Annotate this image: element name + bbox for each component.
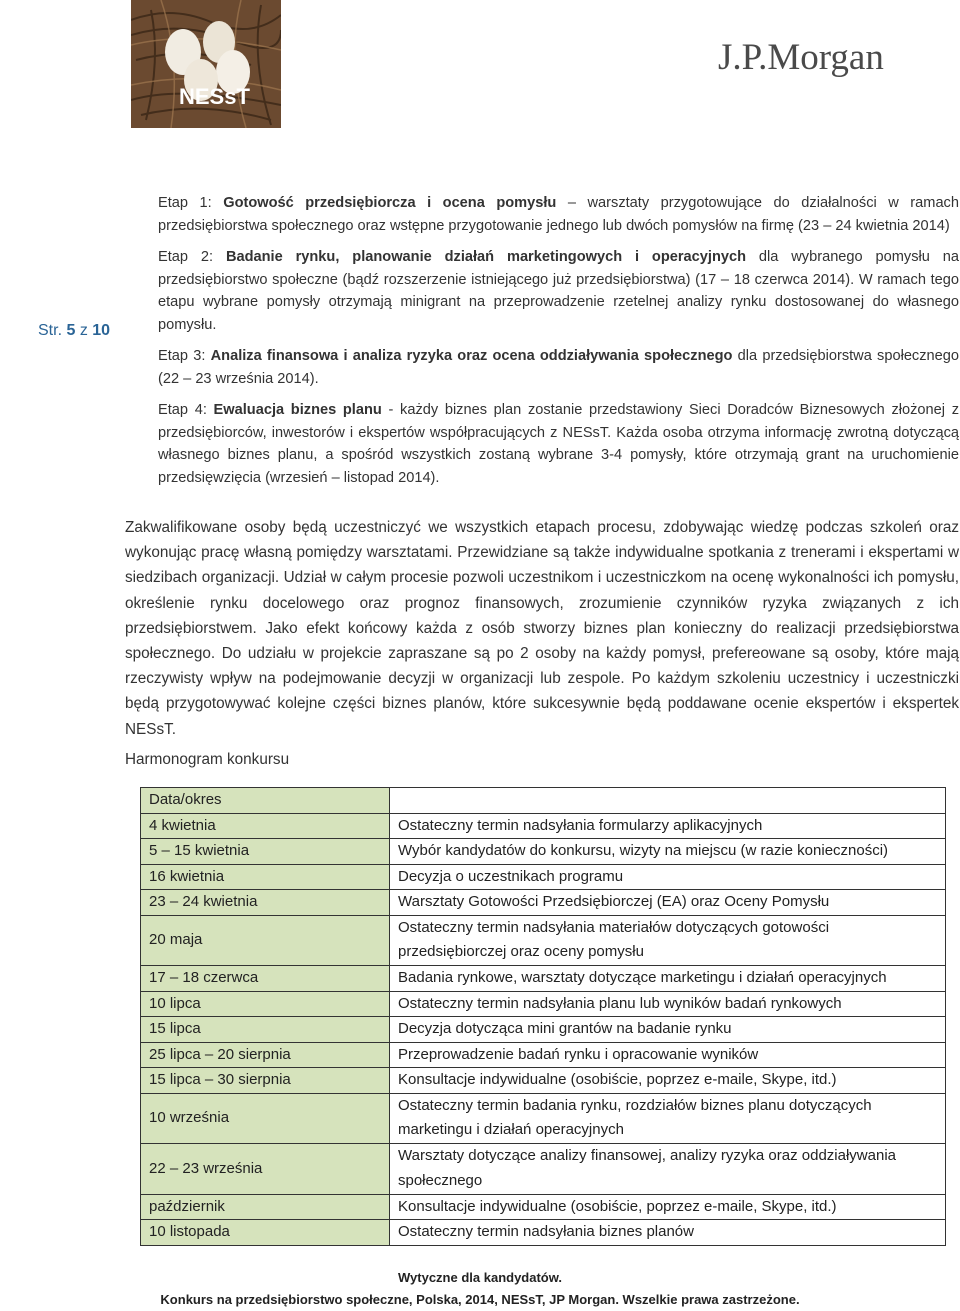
stage-title: Analiza finansowa i analiza ryzyka oraz ocena oddziaływania społecznego	[210, 348, 733, 364]
schedule-event-cell: Decyzja o uczestnikach programu	[390, 864, 946, 890]
schedule-date-cell: 10 listopada	[141, 1220, 390, 1246]
schedule-date-cell: 5 – 15 kwietnia	[141, 839, 390, 865]
stage-prefix: Etap 3:	[158, 348, 211, 364]
logo-text: NESsT	[179, 84, 250, 109]
page-separator: z	[79, 322, 88, 339]
schedule-event-cell: Ostateczny termin nadsyłania materiałów dotyczących gotowości przedsiębiorczej oraz oceny pomysłu	[390, 915, 946, 966]
schedule-event-cell: Badania rynkowe, warsztaty dotyczące marketingu i działań operacyjnych	[390, 966, 946, 992]
schedule-date-cell: 17 – 18 czerwca	[141, 966, 390, 992]
schedule-event-cell: Konsultacje indywidualne (osobiście, poprzez e-maile, Skype, itd.)	[390, 1068, 946, 1094]
stage-title: Badanie rynku, planowanie działań marketingowych i operacyjnych	[225, 249, 747, 265]
schedule-date-cell: 25 lipca – 20 sierpnia	[141, 1042, 390, 1068]
header-date-cell: Data/okres	[141, 788, 390, 814]
schedule-date-cell: 4 kwietnia	[141, 813, 390, 839]
stage-description: dla przedsiębiorstwa społecznego (22 – 23 września 2014).	[158, 348, 959, 387]
schedule-date-cell: 16 kwietnia	[141, 864, 390, 890]
page-total: 10	[92, 322, 111, 339]
table-row	[141, 1220, 946, 1246]
stage-prefix: Etap 1:	[158, 195, 224, 211]
body-paragraph: Zakwalifikowane osoby będą uczestniczyć we wszystkich etapach procesu, zdobywając wiedzę podczas szkoleń oraz wykonując pracę własną pomiędzy warsztatami. Przewidziane są także indywidualne spotkania z trenerami i ekspertami w siedzibach organizacji. Udział w całym procesie pozwoli uczestnikom i uczestniczkom na ocenę wykonalności ich pomysłu, określenie rynku docelowego oraz prognoz finansowych, zrozumienie czynników ryzyka związanych z ich przedsiębiorstwem. Jako efekt końcowy każda z osób stworzy biznes plan konieczny do realizacji przedsiębiorstwa społecznego. Do udziału w projekcie zapraszane są po 2 osoby na każdy pomysł, prefereowane są osoby, które mają rzeczywisty wpływ na podejmowanie decyzji w organizacji lub zespole. Po każdym szkoleniu uczestnicy i uczestniczki będą przygotowywać kolejne części biznes planów, które sukcesywnie będą poddawane ocenie ekspertów i ekspertek NESsT.	[125, 519, 959, 738]
table-row	[141, 1042, 946, 1068]
stage-2	[158, 246, 959, 336]
schedule-date-cell: 20 maja	[141, 915, 390, 966]
table-row	[141, 1093, 946, 1144]
schedule-date-cell: 22 – 23 września	[141, 1144, 390, 1195]
schedule-event-cell: Ostateczny termin nadsyłania biznes planów	[390, 1220, 946, 1246]
schedule-event-cell: Decyzja dotycząca mini grantów na badanie rynku	[390, 1017, 946, 1043]
jpmorgan-logo: J.P.Morgan	[718, 37, 884, 78]
schedule-date-cell: 15 lipca	[141, 1017, 390, 1043]
schedule-event-cell: Ostateczny termin nadsyłania formularzy aplikacyjnych	[390, 813, 946, 839]
table-row	[141, 1144, 946, 1195]
stage-description: dla wybranego pomysłu na przedsiębiorstwo społeczne (bądź rozszerzenie istniejącego już przedsiębiorstwa) (17 – 18 czerwca 2014). W ramach tego etapu wybrane pomysły otrzymają minigrant na przeprowadzenie rzetelnej analizy rynku dostosowanej do własnego pomysłu.	[158, 249, 959, 333]
schedule-date-cell: 10 lipca	[141, 991, 390, 1017]
schedule-date-cell: 23 – 24 kwietnia	[141, 890, 390, 916]
schedule-event-cell: Konsultacje indywidualne (osobiście, poprzez e-maile, Skype, itd.)	[390, 1194, 946, 1220]
stage-description: - każdy biznes plan zostanie przedstawiony Sieci Doradców Biznesowych złożonej z przedsiębiorców, inwestorów i ekspertów współpracujących z NESsT. Każda osoba otrzyma informację zwrotną dotyczącą własnego biznes planu, a spośród wszystkich zostaną wybrane 3-4 pomysły, które otrzymają grant na uruchomienie przedsięwzięcia (wrzesień – listopad 2014).	[158, 402, 959, 486]
page-number	[38, 322, 110, 340]
stage-prefix: Etap 2:	[158, 249, 226, 265]
schedule-event-cell: Warsztaty dotyczące analizy finansowej, analizy ryzyka oraz oddziaływania społecznego	[390, 1144, 946, 1195]
stage-description: – warsztaty przygotowujące do działalności w ramach przedsiębiorstwa społecznego oraz wstępne przygotowanie jednego lub dwóch pomysłów na firmę (23 – 24 kwietnia 2014)	[158, 195, 959, 234]
table-row	[141, 991, 946, 1017]
schedule-date-cell: 15 lipca – 30 sierpnia	[141, 1068, 390, 1094]
table-header-row	[141, 788, 946, 814]
schedule-title: Harmonogram konkursu	[125, 751, 290, 768]
table-row	[141, 1068, 946, 1094]
footer-title: Wytyczne dla kandydatów.	[398, 1270, 562, 1285]
stage-4	[158, 399, 959, 489]
table-row	[141, 864, 946, 890]
schedule-table	[140, 787, 946, 1246]
schedule-event-cell: Przeprowadzenie badań rynku i opracowanie wyników	[390, 1042, 946, 1068]
footer-copyright: Konkurs na przedsiębiorstwo społeczne, Polska, 2014, NESsT, JP Morgan. Wszelkie prawa zastrzeżone.	[160, 1292, 800, 1307]
page-current: 5	[66, 322, 76, 339]
nesst-logo	[131, 0, 281, 128]
table-row	[141, 890, 946, 916]
schedule-event-cell: Ostateczny termin badania rynku, rozdziałów biznes planu dotyczących marketingu i działań operacyjnych	[390, 1093, 946, 1144]
schedule-event-cell: Ostateczny termin nadsyłania planu lub wyników badań rynkowych	[390, 991, 946, 1017]
table-row	[141, 1194, 946, 1220]
table-row	[141, 966, 946, 992]
schedule-event-cell: Wybór kandydatów do konkursu, wizyty na miejscu (w razie konieczności)	[390, 839, 946, 865]
schedule-date-cell: 10 września	[141, 1093, 390, 1144]
schedule-date-cell: październik	[141, 1194, 390, 1220]
stage-3	[158, 345, 959, 390]
table-row	[141, 1017, 946, 1043]
header-event-cell	[390, 788, 946, 814]
stage-title: Gotowość przedsiębiorcza i ocena pomysłu	[223, 195, 557, 211]
schedule-event-cell: Warsztaty Gotowości Przedsiębiorczej (EA) oraz Oceny Pomysłu	[390, 890, 946, 916]
table-row	[141, 813, 946, 839]
table-row	[141, 839, 946, 865]
stage-prefix: Etap 4:	[158, 402, 214, 418]
table-row	[141, 915, 946, 966]
stages-list	[158, 192, 959, 498]
stage-1	[158, 192, 959, 237]
page-prefix: Str.	[38, 322, 63, 339]
stage-title: Ewaluacja biznes planu	[213, 402, 382, 418]
